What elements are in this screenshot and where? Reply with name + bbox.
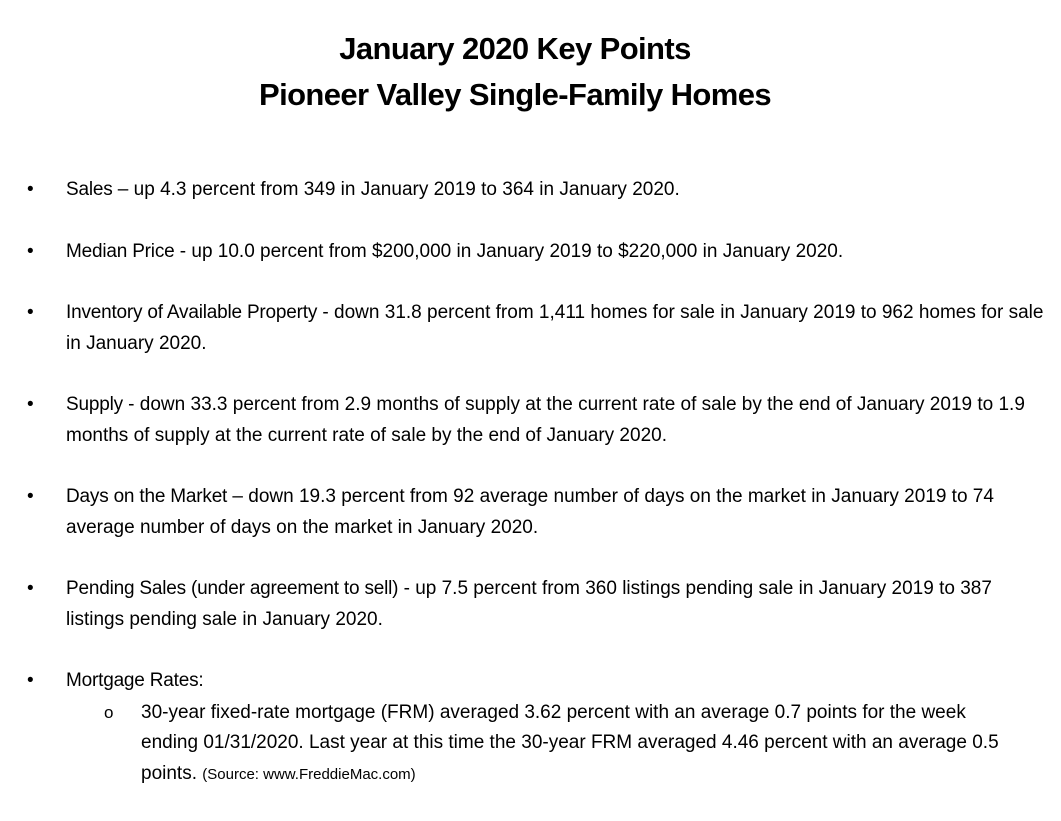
bullet-icon: • [27, 394, 34, 415]
key-point-mortgage-rates [0, 666, 1061, 790]
bullet-icon: • [27, 486, 34, 507]
title-line-1: January 2020 Key Points [339, 31, 691, 66]
key-point-label: Supply [66, 394, 123, 415]
bullet-icon: • [27, 302, 34, 323]
key-point-separator: - [398, 578, 416, 599]
key-point-median-price [0, 237, 1061, 268]
key-point-pending-sales [0, 574, 1061, 635]
sub-bullet-icon: o [104, 702, 114, 722]
bullet-icon: • [27, 179, 34, 200]
key-point-inventory [0, 298, 1061, 359]
key-point-separator: - [122, 394, 140, 415]
key-point-label: Sales [66, 179, 113, 200]
key-point-detail: up 7.5 percent from 360 listings pending sale in January 2019 to 387 listings pending sale in January 2020. [66, 578, 992, 630]
key-point-supply [0, 390, 1061, 451]
key-point-separator: – [112, 179, 134, 200]
key-point-detail: down 31.8 percent from 1,411 homes for sale in January 2019 to 962 homes for sale in January 2020. [66, 302, 1044, 354]
key-point-detail: up 4.3 percent from 349 in January 2019 to 364 in January 2020. [133, 179, 680, 200]
mortgage-source: (Source: www.FreddieMac.com) [202, 765, 416, 783]
key-point-days-on-market [0, 482, 1061, 543]
key-point-detail: down 19.3 percent from 92 average number of days on the market in January 2019 to 74 average number of days on the market in January 2020. [66, 486, 994, 538]
key-point-label: Days on the Market [66, 486, 228, 507]
key-point-detail: up 10.0 percent from $200,000 in January 2019 to $220,000 in January 2020. [191, 240, 844, 262]
mortgage-subpoint [66, 698, 1045, 791]
page-title [0, 26, 1030, 118]
bullet-icon: • [27, 670, 34, 691]
key-point-separator: – [227, 486, 249, 507]
key-point-separator: - [174, 240, 192, 262]
key-point-label: Pending Sales (under agreement to sell) [66, 578, 399, 599]
bullet-icon: • [27, 240, 34, 262]
key-point-label: Mortgage Rates: [66, 670, 204, 691]
key-points-list [0, 175, 1061, 821]
bullet-icon: • [27, 578, 34, 599]
title-line-2: Pioneer Valley Single-Family Homes [259, 77, 771, 112]
key-point-label: Median Price [66, 240, 175, 262]
key-point-sales [0, 175, 1061, 206]
key-point-label: Inventory of Available Property [66, 302, 318, 323]
key-point-detail: down 33.3 percent from 2.9 months of supply at the current rate of sale by the end of January 2019 to 1.9 months of supply at the current rate of sale by the end of January 2020. [66, 394, 1025, 446]
mortgage-subpoints [66, 698, 1045, 791]
mortgage-text: 30-year fixed-rate mortgage (FRM) averaged 3.62 percent with an average 0.7 points for the week ending 01/31/2020. Last year at this time the 30-year FRM averaged 4.46 percent with an average 0.5 points. [141, 701, 999, 784]
key-point-separator: - [317, 302, 335, 323]
